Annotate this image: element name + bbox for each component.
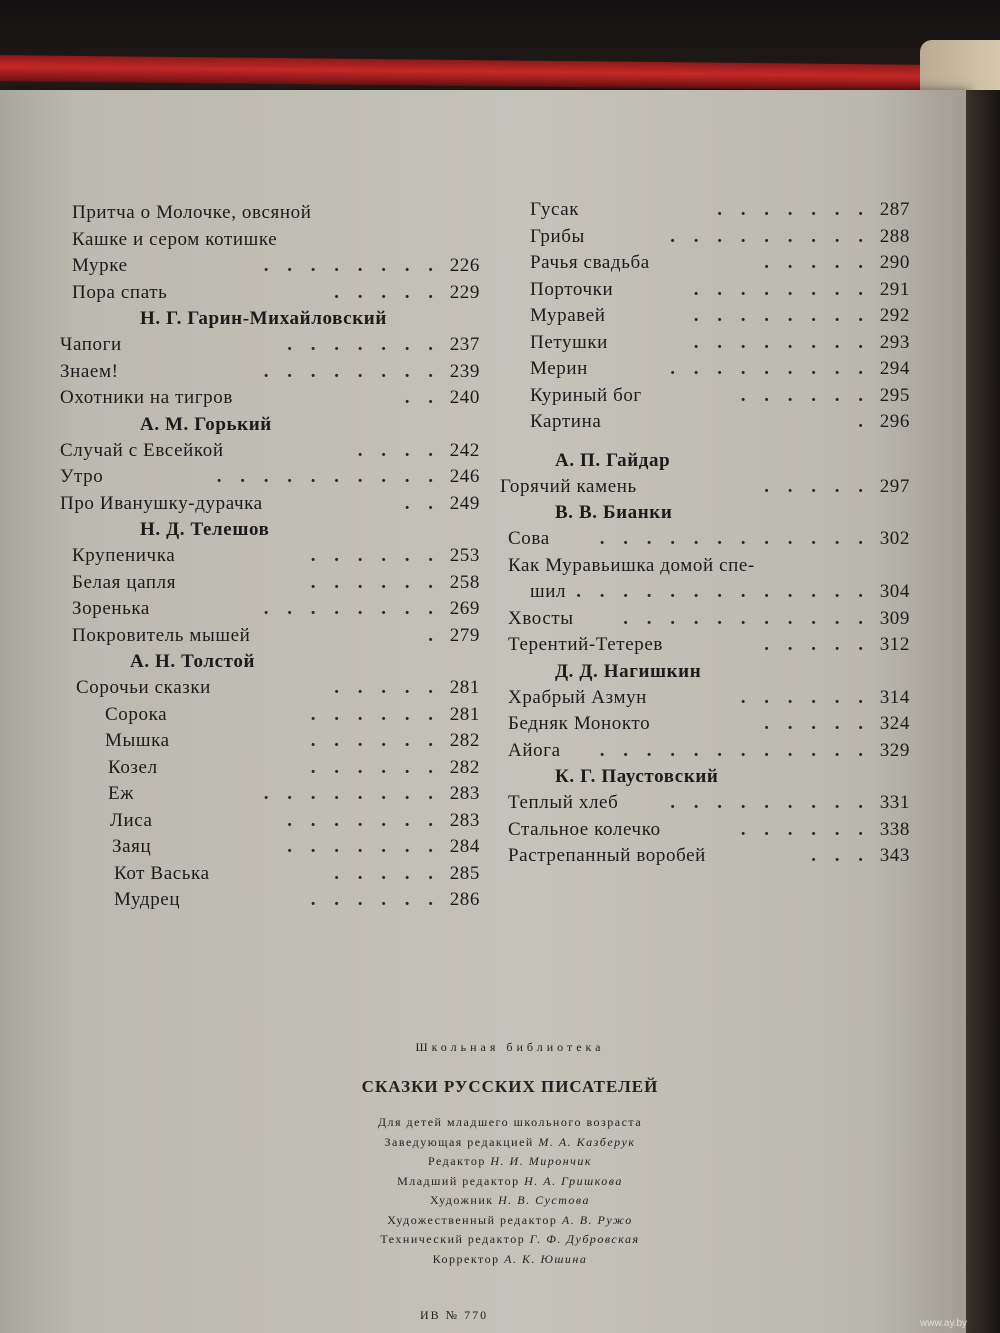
entry-page-number: 286 <box>449 889 480 910</box>
toc-entry <box>500 409 910 436</box>
entry-title: Бедняк Монокто <box>508 713 651 734</box>
dot-leader: . <box>428 624 440 646</box>
book-title: СКАЗКИ РУССКИХ ПИСАТЕЛЕЙ <box>361 1077 659 1096</box>
dot-leader: . . . . . . . . . <box>670 358 870 379</box>
toc-entry <box>50 887 480 914</box>
entry-page-number: 294 <box>879 358 910 379</box>
entry-title: Гусак <box>530 199 580 220</box>
credit-line <box>260 1250 760 1270</box>
dot-leader: . . . . . <box>764 634 870 655</box>
dot-leader: . . . <box>811 845 870 866</box>
entry-page-number: 283 <box>449 809 480 831</box>
credit-person: Г. Ф. Дубровская <box>529 1232 640 1246</box>
entry-page-number: 324 <box>879 713 910 734</box>
entry-title: Мышка <box>105 730 170 751</box>
entry-title: Еж <box>108 783 134 804</box>
entry-page-number: 293 <box>879 331 910 353</box>
toc-entry <box>50 332 480 359</box>
credit-person: А. В. Ружо <box>561 1212 633 1227</box>
toc-left-column <box>50 200 480 914</box>
credit-role: Редактор <box>428 1154 486 1168</box>
dot-leader: . . . . . <box>764 252 870 273</box>
entry-page-number: 242 <box>449 439 480 461</box>
entry-page-number: 295 <box>879 384 910 406</box>
dot-leader: . . . . . . <box>310 756 440 778</box>
dot-leader: . . . . <box>357 439 440 461</box>
toc-entry <box>500 632 910 659</box>
toc-entry <box>500 817 910 844</box>
dot-leader: . . . . . . . . . . . . . <box>576 581 870 602</box>
credit-role: Технический редактор <box>380 1232 526 1246</box>
dot-leader: . . . . . . . . . <box>670 225 870 247</box>
credit-person: А. К. Юшина <box>504 1251 588 1266</box>
entry-title: Покровитель мышей <box>72 624 251 646</box>
dot-leader: . . . . . . <box>310 889 440 910</box>
dot-leader: . . . . . <box>334 281 440 303</box>
watermark: www.ay.by <box>920 1318 968 1329</box>
toc-entry <box>500 330 910 357</box>
entry-title: Утро <box>60 466 104 487</box>
dot-leader: . . . . . . . <box>717 199 870 220</box>
entry-title: Как Муравьишка домой спе- <box>508 554 755 576</box>
toc-entry <box>500 843 910 870</box>
entry-page-number: 226 <box>449 255 480 276</box>
toc-entry <box>500 250 910 277</box>
entry-page-number: 237 <box>449 334 480 355</box>
entry-title: Куриный бог <box>530 384 642 406</box>
entry-page-number: 279 <box>449 624 480 646</box>
dot-leader: . . . . . . . . . . . . <box>599 739 870 761</box>
entry-page-number: 283 <box>449 783 480 804</box>
entry-title: Петушки <box>530 331 608 353</box>
entry-title: Сова <box>508 528 550 549</box>
series-name: Школьная библиотека <box>415 1040 605 1054</box>
page-edge-shadow <box>966 90 1000 1333</box>
entry-page-number: 302 <box>879 528 910 549</box>
dot-leader: . . . . . <box>764 475 870 497</box>
toc-entry <box>50 200 480 227</box>
toc-entry <box>500 383 910 410</box>
entry-page-number: 287 <box>879 199 910 220</box>
entry-page-number: 331 <box>879 792 910 813</box>
toc-right-column <box>500 197 910 870</box>
entry-page-number: 249 <box>449 492 480 514</box>
dot-leader: . . . . . . . <box>287 809 440 831</box>
dot-leader: . . . . . . . . <box>263 783 440 804</box>
toc-entry <box>50 781 480 808</box>
toc-entry <box>50 227 480 254</box>
credit-person: М. А. Казберук <box>538 1134 636 1149</box>
toc-entry <box>50 702 480 729</box>
credit-line <box>260 1230 760 1250</box>
entry-page-number: 240 <box>449 387 480 408</box>
spacer <box>500 436 910 448</box>
dot-leader: . . . . . . . . <box>263 255 440 276</box>
dot-leader: . . . . . . <box>310 730 440 751</box>
toc-entry <box>500 711 910 738</box>
dot-leader: . . . . . <box>764 713 870 734</box>
dot-leader: . . . . . . <box>310 571 440 593</box>
entry-page-number: 312 <box>879 634 910 655</box>
credit-line <box>260 1211 760 1231</box>
toc-entry <box>50 623 480 650</box>
credit-line <box>260 1113 760 1133</box>
credit-role: Младший редактор <box>397 1173 520 1188</box>
dot-leader: . . . . . . . . <box>693 331 870 353</box>
entry-title: Картина <box>530 411 602 432</box>
credit-role: Художественный редактор <box>387 1212 558 1227</box>
dot-leader: . . . . . . . . <box>263 360 440 382</box>
entry-page-number: 229 <box>449 281 480 303</box>
dot-leader: . . <box>404 492 440 514</box>
toc-entry <box>50 861 480 888</box>
entry-page-number: 253 <box>449 545 480 566</box>
entry-title: Терентий-Тетерев <box>508 634 663 655</box>
toc-entry <box>500 224 910 251</box>
entry-page-number: 282 <box>449 756 480 778</box>
entry-title: Рачья свадьба <box>530 252 650 273</box>
entry-page-number: 309 <box>879 607 910 629</box>
author-heading: К. Г. Паустовский <box>555 766 719 787</box>
toc-entry <box>500 356 910 383</box>
entry-title: Муравей <box>530 305 606 326</box>
entry-page-number: 282 <box>449 730 480 751</box>
toc-entry <box>50 808 480 835</box>
entry-page-number: 297 <box>879 475 910 497</box>
author-heading: Н. Г. Гарин-Михайловский <box>140 308 387 329</box>
credit-role: Для детей младшего школьного возраста <box>377 1115 643 1129</box>
entry-title: Козел <box>108 756 158 778</box>
dot-leader: . . . . . . <box>310 703 440 725</box>
toc-entry <box>500 197 910 224</box>
dot-leader: . . . . . . <box>740 818 870 840</box>
entry-page-number: 292 <box>879 305 910 326</box>
dot-leader: . . . . . . . . <box>693 278 870 300</box>
dot-leader: . . . . . <box>334 862 440 884</box>
credit-line <box>260 1191 760 1211</box>
entry-title: Храбрый Азмун <box>508 686 647 708</box>
dot-leader: . . . . . . . <box>287 836 440 857</box>
entry-page-number: 281 <box>449 703 480 725</box>
entry-page-number: 269 <box>449 598 480 619</box>
toc-entry <box>50 359 480 386</box>
dot-leader: . . . . . . <box>740 384 870 406</box>
dot-leader: . . . . . . . . <box>693 305 870 326</box>
toc-entry <box>50 675 480 702</box>
entry-page-number: 338 <box>879 818 910 840</box>
toc-entry <box>50 834 480 861</box>
credit-person: Н. И. Мирончик <box>490 1154 592 1168</box>
entry-title: Теплый хлеб <box>508 792 619 813</box>
entry-title: Порточки <box>530 278 614 300</box>
credit-person: Н. В. Сустова <box>498 1193 591 1207</box>
author-heading: Д. Д. Нагишкин <box>555 660 702 682</box>
entry-title: Мудрец <box>114 889 181 910</box>
dot-leader: . . . . . . <box>740 686 870 708</box>
entry-title: Кот Васька <box>114 862 210 884</box>
entry-title: Притча о Молочке, овсяной <box>72 202 312 223</box>
toc-entry <box>500 606 910 633</box>
entry-title: Пора спать <box>72 281 168 303</box>
entry-title: шил <box>530 581 567 602</box>
entry-title: Заяц <box>112 836 152 857</box>
credit-role: Художник <box>429 1193 494 1207</box>
author-heading: Н. Д. Телешов <box>140 519 270 540</box>
entry-title: Стальное колечко <box>508 818 661 840</box>
author-heading: А. Н. Толстой <box>130 651 255 672</box>
toc-entry <box>500 553 910 580</box>
entry-title: Про Иванушку-дурачка <box>60 492 263 514</box>
dot-leader: . . . . . . <box>310 545 440 566</box>
toc-entry <box>50 596 480 623</box>
entry-title: Крупеничка <box>72 545 176 566</box>
entry-page-number: 281 <box>449 677 480 698</box>
toc-entry <box>500 685 910 712</box>
toc-entry <box>500 526 910 553</box>
toc-entry <box>500 277 910 304</box>
credit-line <box>260 1172 760 1192</box>
toc-entry <box>50 491 480 518</box>
author-heading: А. М. Горький <box>140 413 272 435</box>
toc-entry <box>50 253 480 280</box>
entry-page-number: 329 <box>879 739 910 761</box>
toc-entry <box>50 570 480 597</box>
entry-title: Мурке <box>72 255 128 276</box>
dot-leader: . . . . . . . . . . . <box>623 607 870 629</box>
entry-page-number: 288 <box>879 225 910 247</box>
entry-page-number: 314 <box>879 686 910 708</box>
dot-leader: . . . . . . . . . <box>670 792 870 813</box>
entry-title: Мерин <box>530 358 588 379</box>
entry-title: Хвосты <box>508 607 574 629</box>
entry-title: Растрепанный воробей <box>508 845 706 866</box>
toc-entry <box>50 464 480 491</box>
entry-page-number: 285 <box>449 862 480 884</box>
toc-entry <box>50 385 480 412</box>
dot-leader: . . <box>404 387 440 408</box>
dot-leader: . . . . . <box>334 677 440 698</box>
entry-page-number: 284 <box>449 836 480 857</box>
toc-entry <box>500 790 910 817</box>
entry-page-number: 291 <box>879 278 910 300</box>
entry-title: Случай с Евсейкой <box>60 439 224 461</box>
credit-role: Заведующая редакцией <box>384 1134 534 1149</box>
entry-title: Грибы <box>530 225 585 247</box>
entry-title: Охотники на тигров <box>60 387 233 408</box>
dot-leader: . . . . . . . . . . . . <box>599 528 870 549</box>
entry-page-number: 343 <box>879 845 910 866</box>
entry-title: Сорочьи сказки <box>76 677 211 698</box>
toc-entry <box>50 543 480 570</box>
dot-leader: . . . . . . . . <box>263 598 440 619</box>
credit-line <box>260 1152 760 1172</box>
entry-title: Айога <box>508 739 561 761</box>
entry-title: Знаем! <box>60 360 119 382</box>
entry-page-number: 246 <box>449 466 480 487</box>
entry-page-number: 304 <box>879 581 910 602</box>
entry-title: Сорока <box>105 703 168 725</box>
toc-entry <box>50 280 480 307</box>
entry-page-number: 290 <box>879 252 910 273</box>
toc-entry <box>500 303 910 330</box>
entry-title: Белая цапля <box>72 571 177 593</box>
toc-entry <box>50 438 480 465</box>
dot-leader: . <box>858 411 870 432</box>
author-heading: А. П. Гайдар <box>555 449 671 471</box>
credit-role: Корректор <box>432 1251 500 1266</box>
author-heading: В. В. Бианки <box>555 502 673 523</box>
entry-title: Чапоги <box>60 334 122 355</box>
dot-leader: . . . . . . . <box>287 334 440 355</box>
credits-list <box>260 1113 760 1269</box>
dot-leader: . . . . . . . . . . <box>216 466 440 487</box>
toc-entry <box>500 738 910 765</box>
toc-entry <box>500 579 910 606</box>
toc-entry <box>50 755 480 782</box>
toc-entry <box>50 728 480 755</box>
ib-number: ИВ № 770 <box>420 1308 489 1322</box>
entry-page-number: 239 <box>449 360 480 382</box>
credit-line <box>260 1133 760 1153</box>
colophon <box>260 1040 760 1269</box>
entry-page-number: 296 <box>879 411 910 432</box>
entry-title: Зоренька <box>72 598 150 619</box>
entry-title: Лиса <box>110 809 153 831</box>
credit-person: Н. А. Гришкова <box>524 1173 623 1188</box>
toc-entry <box>500 474 910 501</box>
entry-title: Горячий камень <box>500 475 637 497</box>
entry-title: Кашке и сером котишке <box>72 228 278 250</box>
entry-page-number: 258 <box>449 571 480 593</box>
